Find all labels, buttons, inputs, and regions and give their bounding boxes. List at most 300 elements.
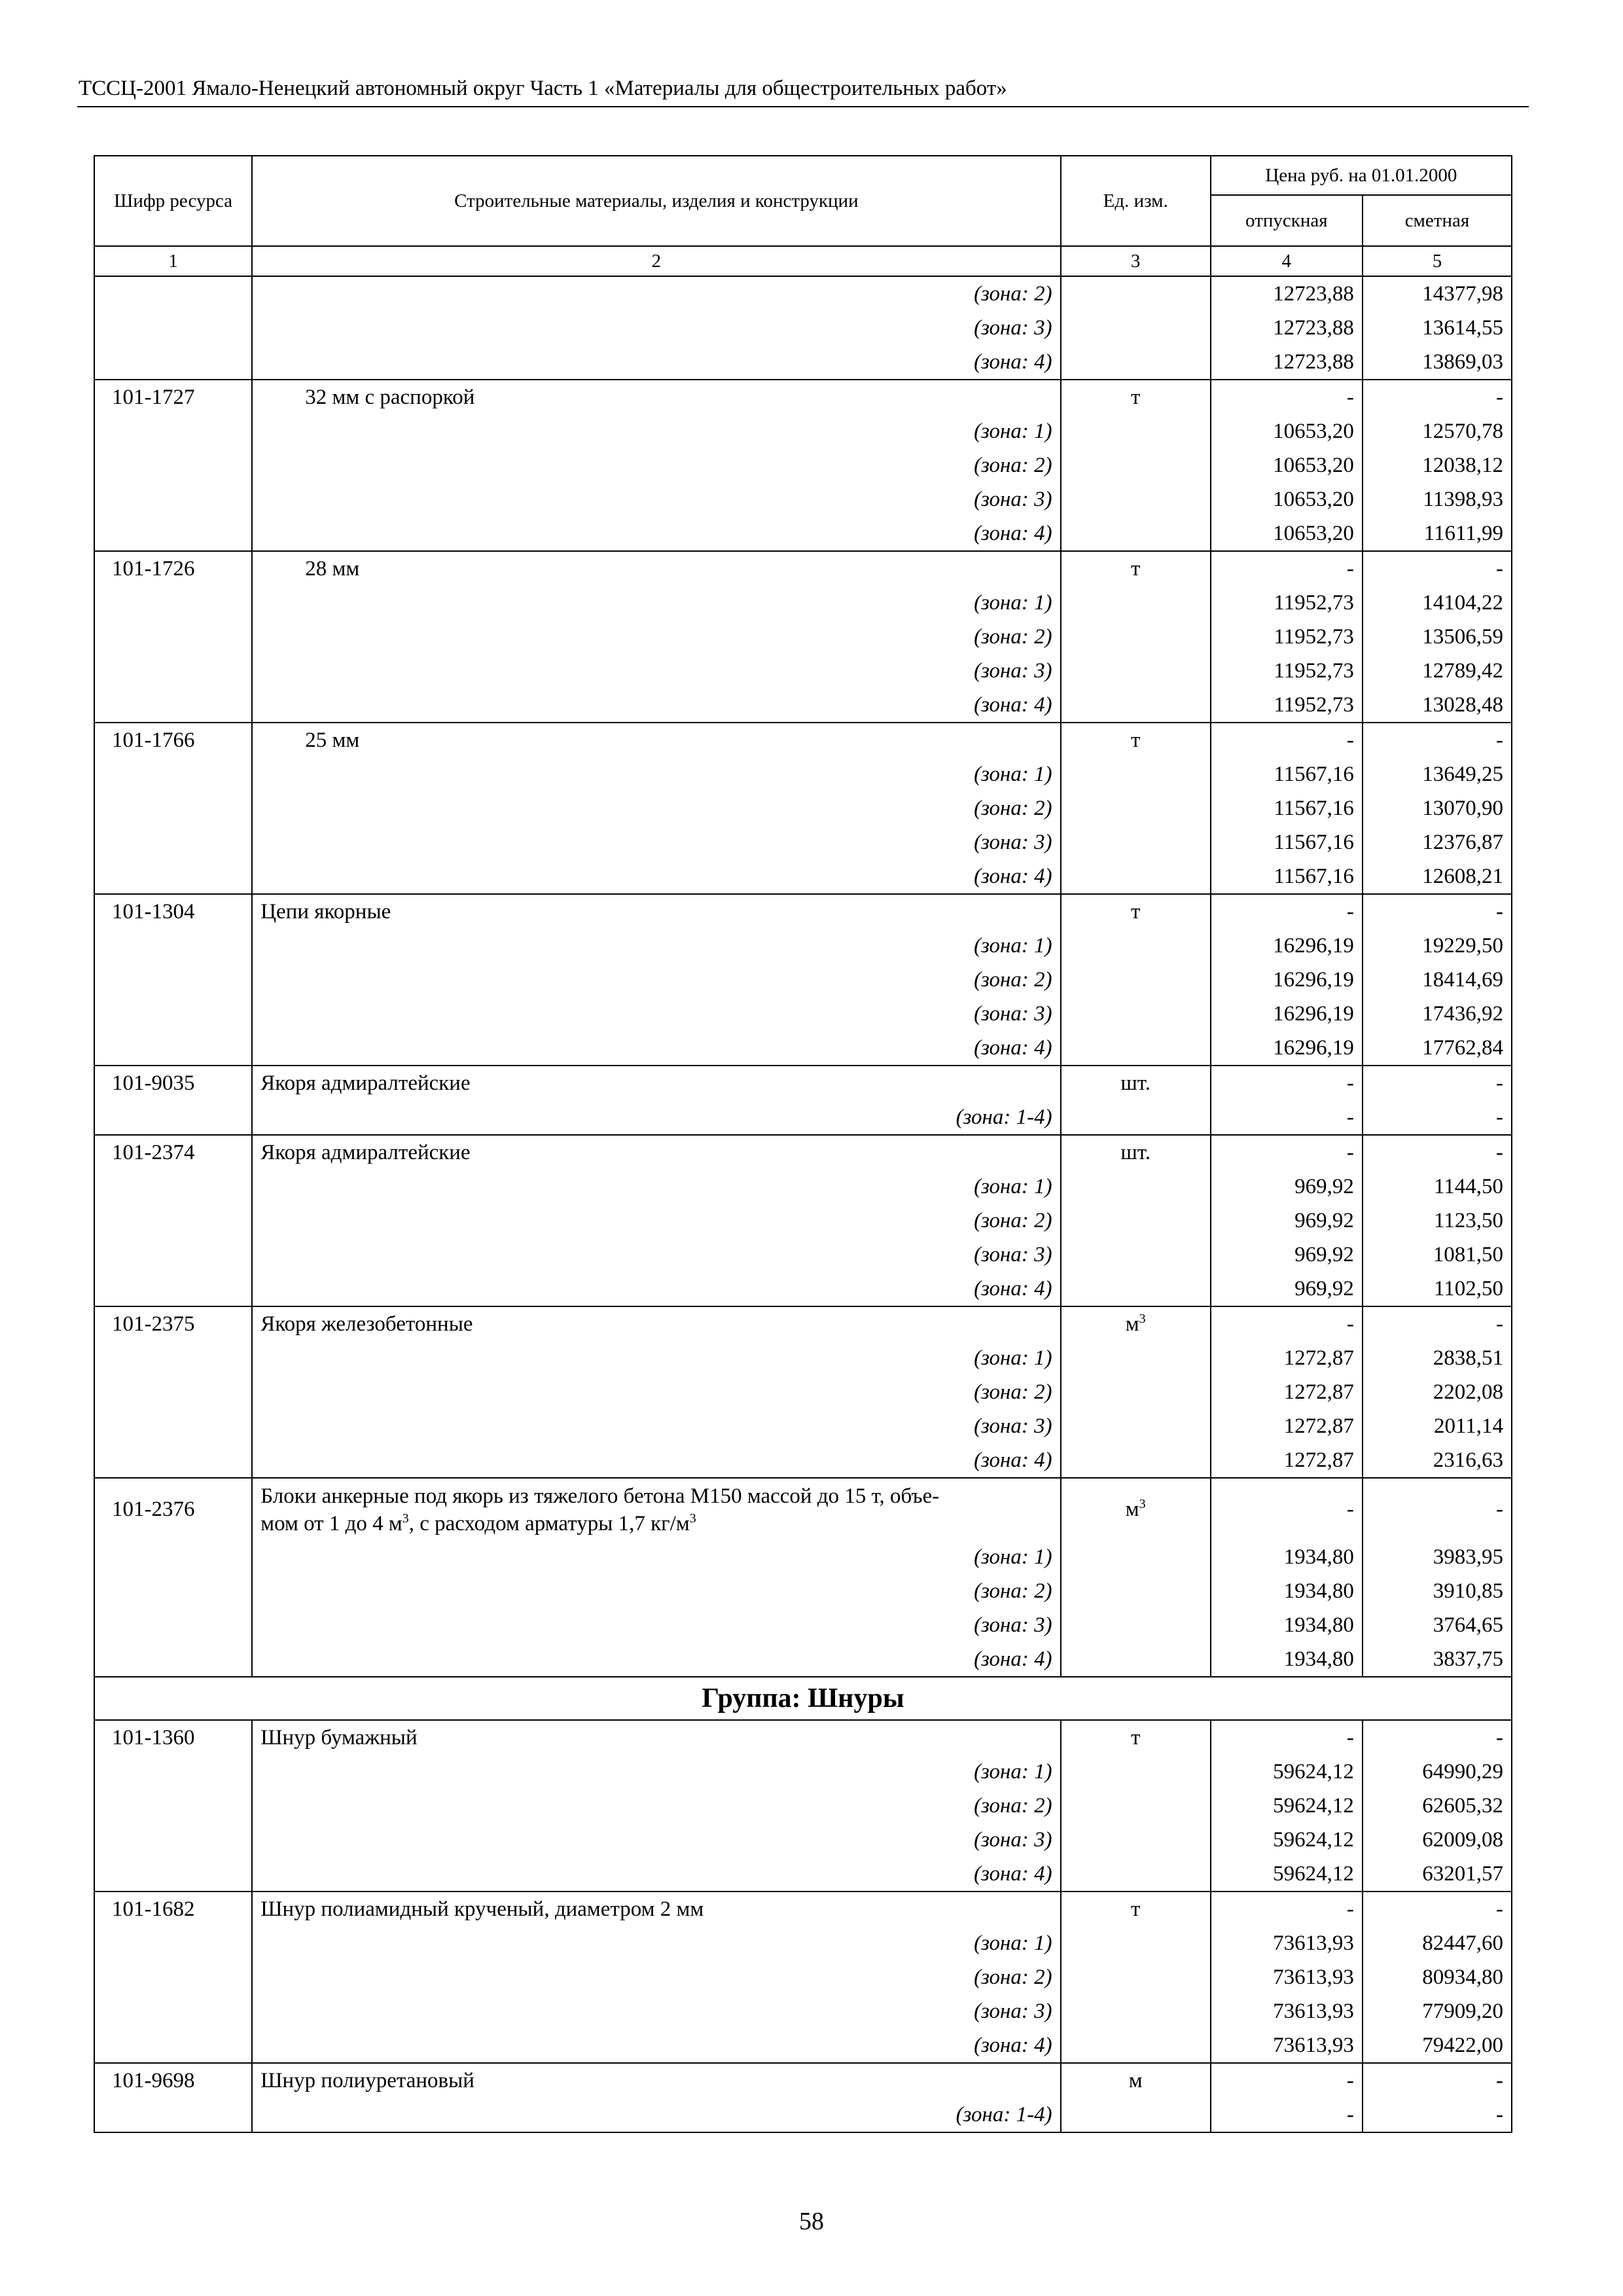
unit-of-measure: [1061, 723, 1211, 757]
unit-of-measure: [1061, 894, 1211, 929]
resource-name: [252, 1478, 1060, 1540]
zone-label: (зона: 3): [252, 825, 1060, 859]
unit-text: м: [1128, 2069, 1143, 2092]
release-price: 12723,88: [1211, 311, 1363, 345]
estimate-price: 3837,75: [1363, 1642, 1512, 1677]
unit-of-measure: [1061, 1066, 1211, 1100]
zone-row: [94, 586, 1512, 620]
zone-row: [94, 825, 1512, 859]
release-price: 11567,16: [1211, 859, 1363, 894]
estimate-price: 11398,93: [1363, 482, 1512, 516]
zone-label: (зона: 1): [252, 586, 1060, 620]
unit-cell: [1061, 2028, 1211, 2063]
resource-name: Цепи якорные: [252, 894, 1060, 929]
unit-cell: [1061, 345, 1211, 380]
zone-row: [94, 859, 1512, 894]
unit-cell: [1061, 963, 1211, 997]
estimate-price: -: [1363, 1066, 1512, 1100]
zone-label: (зона: 1-4): [252, 2098, 1060, 2132]
zone-label: (зона: 4): [252, 1857, 1060, 1892]
zone-row: [94, 2098, 1512, 2132]
release-price: 10653,20: [1211, 448, 1363, 482]
zone-label: (зона: 1): [252, 1755, 1060, 1789]
unit-cell: [1061, 1926, 1211, 1960]
price-table-header: [94, 156, 1512, 276]
resource-code-cell: [94, 1642, 252, 1677]
unit-text: т: [1130, 557, 1141, 581]
estimate-price: 12570,78: [1363, 414, 1512, 448]
zone-label: (зона: 1): [252, 757, 1060, 791]
unit-cell: [1061, 688, 1211, 723]
unit-cell: [1061, 1642, 1211, 1677]
release-price: 11952,73: [1211, 654, 1363, 688]
zone-row: [94, 1409, 1512, 1443]
release-price: -: [1211, 2063, 1363, 2098]
zone-label: (зона: 2): [252, 620, 1060, 654]
unit-cell: [1061, 1823, 1211, 1857]
zone-row: [94, 1823, 1512, 1857]
estimate-price: 12038,12: [1363, 448, 1512, 482]
zone-label: (зона: 3): [252, 1238, 1060, 1272]
unit-cell: [1061, 1755, 1211, 1789]
unit-cell: [1061, 1443, 1211, 1478]
zone-label: (зона: 3): [252, 1608, 1060, 1642]
column-number: 4: [1211, 246, 1363, 276]
zone-row: [94, 1031, 1512, 1066]
resource-code-cell: [94, 482, 252, 516]
release-price: -: [1211, 1306, 1363, 1341]
zone-row: [94, 1789, 1512, 1823]
resource-name: Шнур бумажный: [252, 1720, 1060, 1755]
resource-code-cell: [94, 1409, 252, 1443]
zone-label: (зона: 3): [252, 1409, 1060, 1443]
unit-cell: [1061, 1100, 1211, 1135]
unit-cell: [1061, 1238, 1211, 1272]
estimate-price: 17436,92: [1363, 997, 1512, 1031]
estimate-price: 82447,60: [1363, 1926, 1512, 1960]
zone-label: (зона: 4): [252, 1642, 1060, 1677]
release-price: 12723,88: [1211, 276, 1363, 311]
estimate-price: 63201,57: [1363, 1857, 1512, 1892]
estimate-price: 64990,29: [1363, 1755, 1512, 1789]
estimate-price: -: [1363, 1306, 1512, 1341]
release-price: 1934,80: [1211, 1642, 1363, 1677]
zone-row: [94, 929, 1512, 963]
resource-code-cell: [94, 1789, 252, 1823]
unit-cell: [1061, 1341, 1211, 1375]
resource-code-cell: [94, 2028, 252, 2063]
zone-row: [94, 414, 1512, 448]
resource-name: Шнур полиамидный крученый, диаметром 2 мм: [252, 1892, 1060, 1926]
unit-cell: [1061, 1540, 1211, 1574]
zone-label: (зона: 1): [252, 929, 1060, 963]
zone-row: [94, 276, 1512, 311]
resource-code-cell: [94, 825, 252, 859]
estimate-price: 18414,69: [1363, 963, 1512, 997]
resource-code-cell: [94, 1443, 252, 1478]
estimate-price: -: [1363, 1478, 1512, 1540]
resource-code-cell: [94, 620, 252, 654]
release-price: 11567,16: [1211, 757, 1363, 791]
release-price: 969,92: [1211, 1204, 1363, 1238]
zone-row: [94, 654, 1512, 688]
resource-code: 101-1682: [94, 1892, 252, 1926]
unit-cell: [1061, 276, 1211, 311]
release-price: 1272,87: [1211, 1375, 1363, 1409]
resource-name-line: , с расходом арматуры 1,7 кг/м: [408, 1512, 690, 1535]
resource-code-cell: [94, 688, 252, 723]
zone-row: [94, 1204, 1512, 1238]
estimate-price: 3983,95: [1363, 1540, 1512, 1574]
estimate-price: 13869,03: [1363, 345, 1512, 380]
zone-label: (зона: 1): [252, 1341, 1060, 1375]
zone-row: [94, 1443, 1512, 1478]
release-price: 969,92: [1211, 1170, 1363, 1204]
superscript: 3: [689, 1511, 696, 1526]
price-table-body: [94, 276, 1512, 2132]
unit-cell: [1061, 1031, 1211, 1066]
resource-name: Шнур полиуретановый: [252, 2063, 1060, 2098]
zone-label: (зона: 3): [252, 311, 1060, 345]
resource-code-cell: [94, 1857, 252, 1892]
release-price: 59624,12: [1211, 1789, 1363, 1823]
resource-code: 101-1727: [94, 380, 252, 414]
zone-row: [94, 1994, 1512, 2028]
resource-code-cell: [94, 1238, 252, 1272]
resource-row: [94, 1066, 1512, 1100]
zone-row: [94, 791, 1512, 825]
estimate-price: 80934,80: [1363, 1960, 1512, 1994]
zone-label: (зона: 3): [252, 482, 1060, 516]
release-price: 1272,87: [1211, 1409, 1363, 1443]
estimate-price: 14104,22: [1363, 586, 1512, 620]
unit-cell: [1061, 929, 1211, 963]
resource-code: 101-9698: [94, 2063, 252, 2098]
unit-cell: [1061, 1272, 1211, 1306]
unit-cell: [1061, 2098, 1211, 2132]
zone-label: (зона: 2): [252, 276, 1060, 311]
resource-name: Якоря адмиралтейские: [252, 1066, 1060, 1100]
resource-code-cell: [94, 1960, 252, 1994]
zone-label: (зона: 3): [252, 997, 1060, 1031]
zone-label: (зона: 2): [252, 1574, 1060, 1608]
unit-text: шт.: [1120, 1141, 1150, 1164]
estimate-price: 19229,50: [1363, 929, 1512, 963]
estimate-price: 11611,99: [1363, 516, 1512, 551]
superscript: 3: [1139, 1312, 1146, 1326]
resource-code-cell: [94, 516, 252, 551]
resource-code: 101-2374: [94, 1135, 252, 1170]
release-price: -: [1211, 1478, 1363, 1540]
estimate-price: 2838,51: [1363, 1341, 1512, 1375]
resource-code-cell: [94, 654, 252, 688]
resource-code: 101-1726: [94, 551, 252, 586]
estimate-price: 62009,08: [1363, 1823, 1512, 1857]
superscript: 3: [402, 1511, 409, 1526]
unit-cell: [1061, 1608, 1211, 1642]
document-header-title: ТССЦ-2001 Ямало-Ненецкий автономный округ Часть 1 «Материалы для общестроительных работ»: [79, 77, 1007, 100]
estimate-price: 3764,65: [1363, 1608, 1512, 1642]
column-header-unit: Ед. изм.: [1061, 156, 1211, 246]
column-number: 1: [94, 246, 252, 276]
release-price: 1934,80: [1211, 1574, 1363, 1608]
zone-label: (зона: 2): [252, 1960, 1060, 1994]
release-price: 11567,16: [1211, 825, 1363, 859]
unit-cell: [1061, 1170, 1211, 1204]
release-price: -: [1211, 1135, 1363, 1170]
estimate-price: 2202,08: [1363, 1375, 1512, 1409]
unit-cell: [1061, 757, 1211, 791]
release-price: -: [1211, 1720, 1363, 1755]
release-price: 1272,87: [1211, 1341, 1363, 1375]
zone-row: [94, 1960, 1512, 1994]
estimate-price: 13506,59: [1363, 620, 1512, 654]
unit-of-measure: [1061, 1478, 1211, 1540]
estimate-price: 13070,90: [1363, 791, 1512, 825]
resource-code-cell: [94, 1926, 252, 1960]
release-price: -: [1211, 380, 1363, 414]
release-price: 59624,12: [1211, 1857, 1363, 1892]
resource-row: [94, 551, 1512, 586]
resource-code-cell: [94, 1574, 252, 1608]
resource-code-cell: [94, 1540, 252, 1574]
unit-cell: [1061, 448, 1211, 482]
unit-of-measure: [1061, 1306, 1211, 1341]
release-price: 12723,88: [1211, 345, 1363, 380]
estimate-price: 17762,84: [1363, 1031, 1512, 1066]
resource-row: [94, 723, 1512, 757]
release-price: 11952,73: [1211, 586, 1363, 620]
zone-label: (зона: 1): [252, 414, 1060, 448]
resource-code: 101-1304: [94, 894, 252, 929]
resource-row: [94, 1135, 1512, 1170]
estimate-price: -: [1363, 723, 1512, 757]
estimate-price: 3910,85: [1363, 1574, 1512, 1608]
unit-cell: [1061, 1960, 1211, 1994]
zone-label: (зона: 4): [252, 1443, 1060, 1478]
unit-cell: [1061, 1994, 1211, 2028]
estimate-price: 13614,55: [1363, 311, 1512, 345]
resource-row: [94, 1720, 1512, 1755]
resource-code-cell: [94, 1823, 252, 1857]
zone-row: [94, 1857, 1512, 1892]
zone-row: [94, 620, 1512, 654]
unit-cell: [1061, 1574, 1211, 1608]
release-price: 16296,19: [1211, 997, 1363, 1031]
resource-name: 25 мм: [252, 723, 1060, 757]
unit-of-measure: [1061, 380, 1211, 414]
superscript: 3: [1139, 1497, 1146, 1511]
zone-label: (зона: 4): [252, 688, 1060, 723]
unit-text: м: [1125, 1498, 1139, 1521]
resource-code-cell: [94, 757, 252, 791]
zone-row: [94, 448, 1512, 482]
release-price: 16296,19: [1211, 963, 1363, 997]
column-header-name: Строительные материалы, изделия и конструкции: [252, 156, 1060, 246]
zone-row: [94, 688, 1512, 723]
unit-cell: [1061, 825, 1211, 859]
release-price: 10653,20: [1211, 516, 1363, 551]
estimate-price: 2011,14: [1363, 1409, 1512, 1443]
estimate-price: 77909,20: [1363, 1994, 1512, 2028]
unit-cell: [1061, 414, 1211, 448]
column-number-row: [94, 246, 1512, 276]
release-price: 16296,19: [1211, 929, 1363, 963]
zone-row: [94, 482, 1512, 516]
resource-code-cell: [94, 1375, 252, 1409]
resource-row: [94, 1892, 1512, 1926]
estimate-price: -: [1363, 551, 1512, 586]
unit-text: шт.: [1120, 1071, 1150, 1095]
resource-code-cell: [94, 1272, 252, 1306]
zone-row: [94, 1608, 1512, 1642]
estimate-price: -: [1363, 1720, 1512, 1755]
column-number: 3: [1061, 246, 1211, 276]
unit-cell: [1061, 482, 1211, 516]
zone-row: [94, 1341, 1512, 1375]
resource-name-line: Блоки анкерные под якорь из тяжелого бетона М150 массой до 15 т, объе-: [260, 1484, 940, 1508]
zone-row: [94, 1926, 1512, 1960]
zone-label: (зона: 4): [252, 2028, 1060, 2063]
unit-text: т: [1130, 1726, 1141, 1749]
resource-code-cell: [94, 276, 252, 311]
resource-row: [94, 2063, 1512, 2098]
unit-of-measure: [1061, 2063, 1211, 2098]
unit-of-measure: [1061, 1720, 1211, 1755]
estimate-price: 13028,48: [1363, 688, 1512, 723]
resource-row: [94, 894, 1512, 929]
release-price: -: [1211, 2098, 1363, 2132]
zone-label: (зона: 2): [252, 448, 1060, 482]
zone-label: (зона: 1): [252, 1170, 1060, 1204]
release-price: 11952,73: [1211, 688, 1363, 723]
release-price: 10653,20: [1211, 414, 1363, 448]
release-price: 969,92: [1211, 1238, 1363, 1272]
resource-code-cell: [94, 414, 252, 448]
zone-label: (зона: 2): [252, 1204, 1060, 1238]
zone-label: (зона: 4): [252, 345, 1060, 380]
zone-row: [94, 1755, 1512, 1789]
unit-cell: [1061, 586, 1211, 620]
resource-code-cell: [94, 1994, 252, 2028]
estimate-price: -: [1363, 2063, 1512, 2098]
zone-row: [94, 1642, 1512, 1677]
release-price: 1934,80: [1211, 1608, 1363, 1642]
unit-text: т: [1130, 728, 1141, 752]
unit-text: т: [1130, 1897, 1141, 1921]
resource-code-cell: [94, 1755, 252, 1789]
resource-code: 101-1766: [94, 723, 252, 757]
column-header-code: Шифр ресурса: [94, 156, 252, 246]
unit-text: м: [1125, 1312, 1139, 1336]
release-price: 73613,93: [1211, 1960, 1363, 1994]
resource-code-cell: [94, 1608, 252, 1642]
release-price: -: [1211, 551, 1363, 586]
release-price: -: [1211, 1100, 1363, 1135]
unit-cell: [1061, 311, 1211, 345]
estimate-price: 12789,42: [1363, 654, 1512, 688]
unit-of-measure: [1061, 1135, 1211, 1170]
release-price: -: [1211, 1892, 1363, 1926]
resource-code: 101-2376: [94, 1478, 252, 1540]
release-price: 1934,80: [1211, 1540, 1363, 1574]
unit-cell: [1061, 1204, 1211, 1238]
unit-cell: [1061, 654, 1211, 688]
unit-cell: [1061, 1409, 1211, 1443]
zone-label: (зона: 1-4): [252, 1100, 1060, 1135]
estimate-price: 12608,21: [1363, 859, 1512, 894]
resource-code-cell: [94, 311, 252, 345]
unit-cell: [1061, 1789, 1211, 1823]
zone-row: [94, 963, 1512, 997]
resource-code-cell: [94, 2098, 252, 2132]
zone-row: [94, 1574, 1512, 1608]
estimate-price: 2316,63: [1363, 1443, 1512, 1478]
release-price: -: [1211, 723, 1363, 757]
estimate-price: 62605,32: [1363, 1789, 1512, 1823]
resource-code-cell: [94, 345, 252, 380]
resource-code-cell: [94, 448, 252, 482]
estimate-price: -: [1363, 1892, 1512, 1926]
column-number: 5: [1363, 246, 1512, 276]
resource-code-cell: [94, 1031, 252, 1066]
price-table: [94, 155, 1512, 2133]
resource-row: [94, 1478, 1512, 1540]
resource-code: 101-9035: [94, 1066, 252, 1100]
resource-code-cell: [94, 1204, 252, 1238]
resource-code-cell: [94, 586, 252, 620]
resource-code-cell: [94, 791, 252, 825]
resource-code: 101-2375: [94, 1306, 252, 1341]
zone-label: (зона: 4): [252, 859, 1060, 894]
release-price: 73613,93: [1211, 2028, 1363, 2063]
resource-name-line: мом от 1 до 4 м: [260, 1512, 402, 1535]
page-number: 58: [799, 2208, 824, 2235]
estimate-price: 1144,50: [1363, 1170, 1512, 1204]
estimate-price: 12376,87: [1363, 825, 1512, 859]
zone-row: [94, 1238, 1512, 1272]
resource-row: [94, 1306, 1512, 1341]
resource-code-cell: [94, 1100, 252, 1135]
unit-cell: [1061, 791, 1211, 825]
resource-code-cell: [94, 929, 252, 963]
resource-code: 101-1360: [94, 1720, 252, 1755]
zone-label: (зона: 2): [252, 963, 1060, 997]
header-divider: [77, 106, 1529, 107]
resource-code-cell: [94, 1341, 252, 1375]
estimate-price: -: [1363, 1100, 1512, 1135]
unit-of-measure: [1061, 1892, 1211, 1926]
unit-text: т: [1130, 900, 1141, 924]
zone-row: [94, 2028, 1512, 2063]
release-price: 969,92: [1211, 1272, 1363, 1306]
zone-label: (зона: 1): [252, 1926, 1060, 1960]
release-price: 1272,87: [1211, 1443, 1363, 1478]
resource-code-cell: [94, 997, 252, 1031]
estimate-price: 14377,98: [1363, 276, 1512, 311]
resource-code-cell: [94, 963, 252, 997]
estimate-price: 1081,50: [1363, 1238, 1512, 1272]
estimate-price: -: [1363, 2098, 1512, 2132]
zone-label: (зона: 1): [252, 1540, 1060, 1574]
zone-row: [94, 997, 1512, 1031]
resource-code-cell: [94, 859, 252, 894]
estimate-price: -: [1363, 894, 1512, 929]
column-header-price: Цена руб. на 01.01.2000: [1211, 156, 1512, 195]
zone-label: (зона: 3): [252, 1823, 1060, 1857]
release-price: 16296,19: [1211, 1031, 1363, 1066]
release-price: 11952,73: [1211, 620, 1363, 654]
